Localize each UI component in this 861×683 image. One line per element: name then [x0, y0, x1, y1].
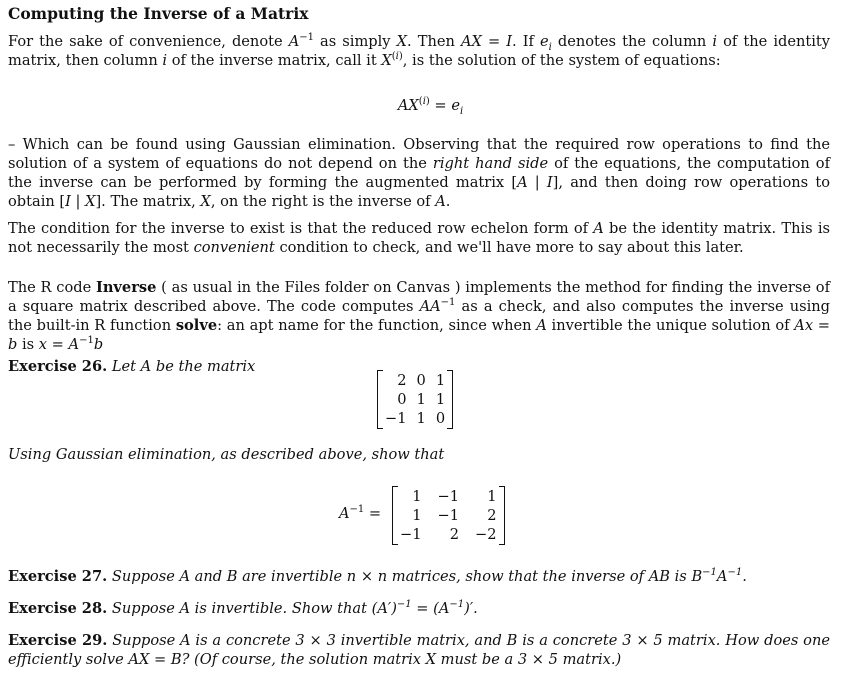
exercise-28: Exercise 28. Suppose A is invertible. Show that $(A')^{-1} = (A^{-1})'$. — [8, 599, 478, 617]
matrix-inv-entry: −1 — [437, 507, 460, 524]
display-equation: $AX^{(i)} = e_i$ — [397, 96, 464, 117]
matrix-inv-entry: −1 — [437, 488, 460, 505]
r-code-paragraph: The R code Inverse ( as usual in the Files folder on Canvas ) implements the method for finding the inverse of a square matrix described above. The code computes $AA^{-1}$ as a check, and also computes the inverse using the built-in R function solve: an apt name for the function, since when A invertible the unique solution of Ax = b is $x = A^{-1}b$ — [8, 279, 831, 353]
matrix-a-entry: 1 — [416, 410, 426, 427]
matrix-inv-entry: −1 — [400, 526, 422, 543]
matrix-inv-entry: 1 — [487, 488, 497, 505]
matrix-a-entry: 1 — [435, 391, 446, 408]
gaussian-paragraph: – Which can be found using Gaussian elimination. Observing that the required row operations to find the solution of a system of equations do not depend on the right hand side of the equations, the computation of the inverse can be performed by forming the augmented matrix [A | I], and then doing row operations to obtain [I | X]. The matrix, X, on the right is the inverse of A. — [8, 136, 830, 210]
exercise-26-instruction: Using Gaussian elimination, as described above, show that — [8, 446, 445, 463]
exercise-27: Exercise 27. Suppose A and B are invertible n × n matrices, show that the inverse of AB is $B^{-1}A^{-1}$. — [8, 567, 747, 585]
matrix-a-entry: 2 — [397, 372, 407, 389]
page-title: Computing the Inverse of a Matrix — [8, 4, 309, 23]
matrix-inv-entry: −2 — [475, 526, 497, 543]
matrix-a-inverse — [392, 486, 505, 545]
matrix-inv-entry: 1 — [412, 507, 422, 524]
inverse-label: $A^{-1}$ = — [339, 504, 382, 522]
matrix-a — [377, 370, 453, 429]
exercise-29: Exercise 29. Suppose A is a concrete 3 × 3 invertible matrix, and B is a concrete 3 × 5 matrix. How does one efficiently solve AX = B? (Of course, the solution matrix X must be a 3 × 5 matrix.) — [8, 632, 831, 668]
matrix-a-entry: −1 — [385, 410, 407, 427]
matrix-a-entry: 1 — [416, 391, 426, 408]
matrix-inv-entry: 1 — [412, 488, 422, 505]
matrix-a-entry: 1 — [435, 372, 446, 389]
condition-paragraph: The condition for the inverse to exist is that the reduced row echelon form of A be the identity matrix. This is not necessarily the most convenient condition to check, and we'll have more to say about this later. — [8, 220, 831, 256]
matrix-a-entry: 0 — [435, 410, 446, 427]
intro-paragraph: For the sake of convenience, denote $A^{-1}$ as simply X. Then AX = I. If $e_i$ denotes the column i of the identity matrix, then column i of the inverse matrix, call it $X^{(i)}$, is the solution of the system of equations: — [8, 32, 831, 69]
matrix-inv-entry: 2 — [449, 526, 460, 543]
matrix-a-entry: 0 — [397, 391, 407, 408]
matrix-inv-entry: 2 — [487, 507, 497, 524]
exercise-26: Exercise 26. Let A be the matrix — [8, 358, 256, 375]
matrix-a-entry: 0 — [416, 372, 426, 389]
